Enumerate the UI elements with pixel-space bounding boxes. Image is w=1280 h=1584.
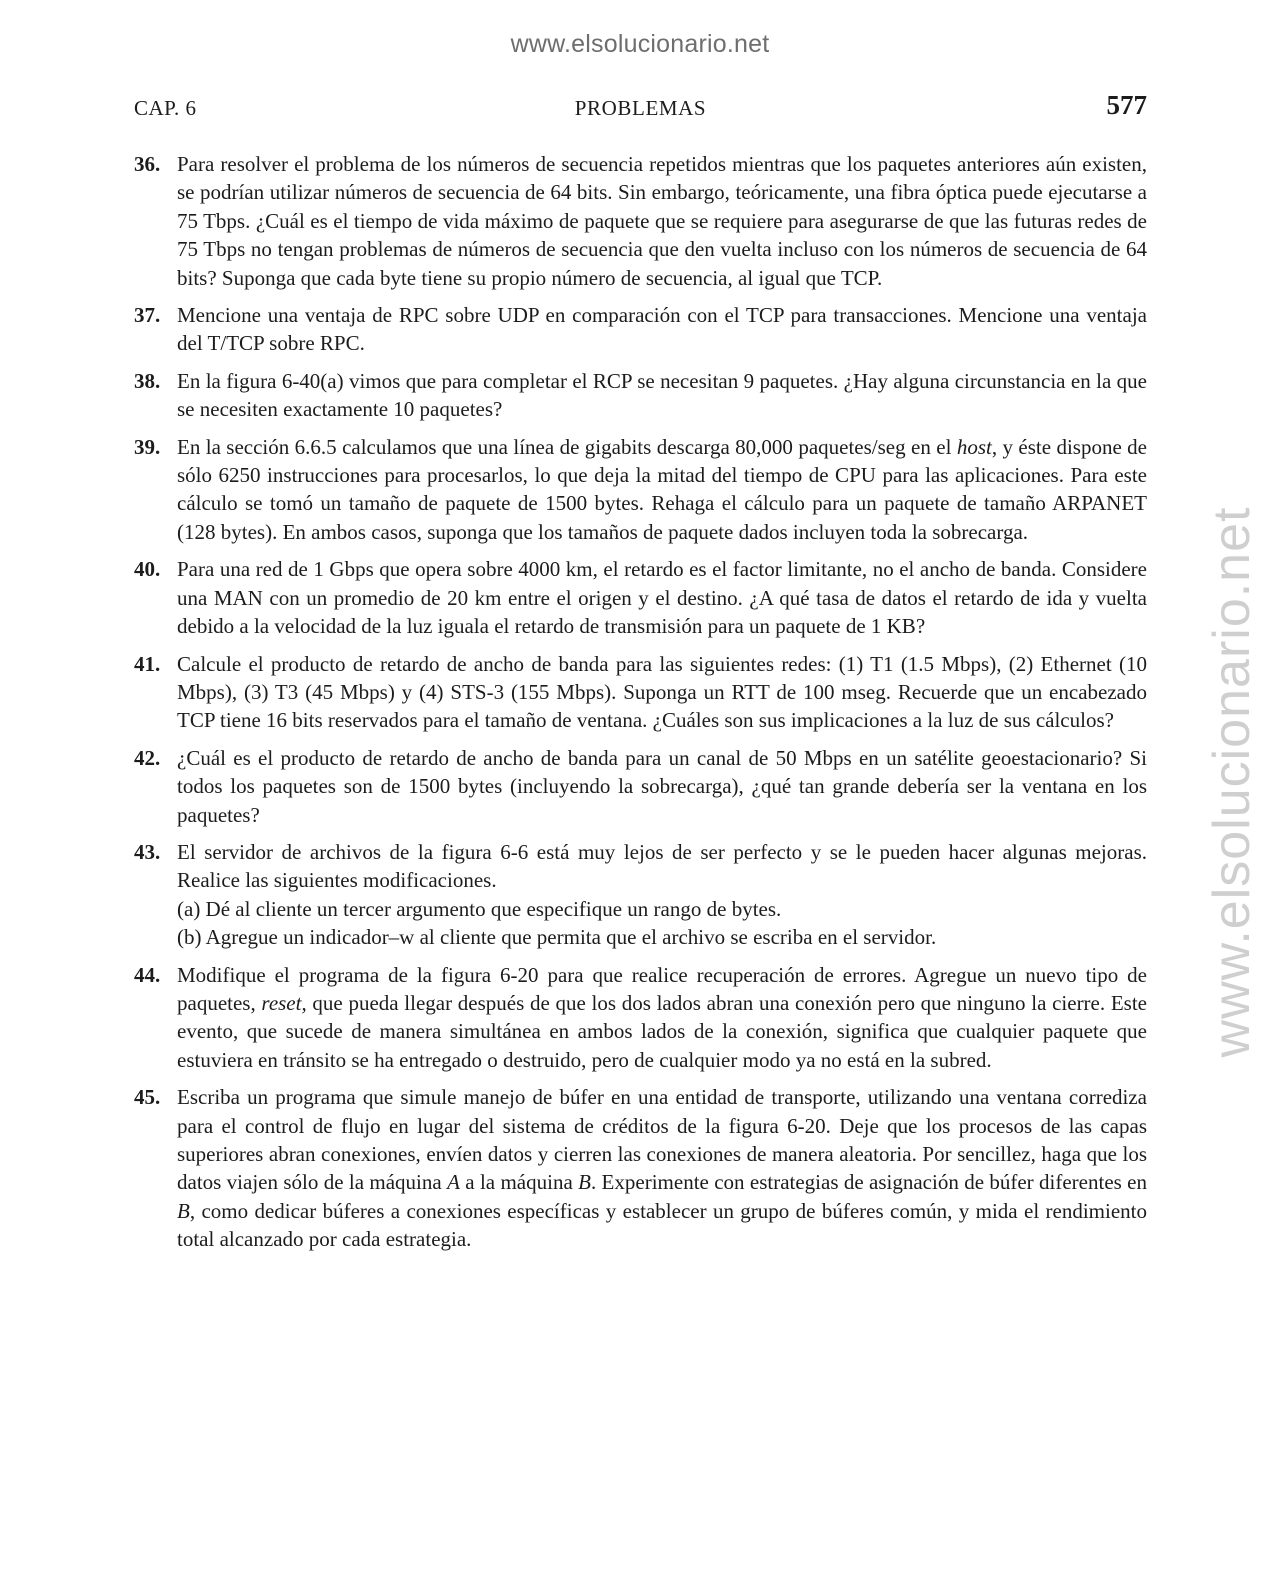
text-segment: En la sección 6.6.5 calculamos que una línea de gigabits descarga 80,000 paquetes/seg en el	[177, 434, 957, 459]
page-number: 577	[1106, 90, 1147, 120]
problem-text: Para una red de 1 Gbps que opera sobre 4000 km, el retardo es el factor limitante, no el ancho de banda. Considere una MAN con un promedio de 20 km entre el origen y el destino. ¿A qué tasa de datos el retardo de ida y vuelta debido a la velocidad de la luz iguala el retardo de transmisión para un paquete de 1 KB?	[177, 557, 1147, 639]
problem-text: ¿Cuál es el producto de retardo de ancho de banda para un canal de 50 Mbps en un satélite geoestacionario? Si todos los paquetes son de 1500 bytes (incluyendo la sobrecarga), ¿qué tan grande debería ser la ventana en los paquetes?	[177, 745, 1147, 827]
watermark-top: www.elsolucionario.net	[510, 30, 770, 58]
text-segment: , y éste dispone de sólo 6250 instrucciones para procesarlos, lo que deja la mitad del tiempo de CPU para las aplicaciones. Para este cálculo se tomó un tamaño de paquete de 1500 bytes. Rehaga el cálculo para un paquete de tamaño ARPANET (128 bytes). En ambos casos, suponga que los tamaños de paquete dados incluyen toda la sobrecarga.	[177, 434, 1148, 544]
italic-term: B	[177, 1198, 190, 1223]
problem-36	[134, 150, 1147, 292]
text-segment: Modifique el programa de la figura 6-20 para que realice recuperación de errores. Agregue un nuevo tipo de paquetes,	[177, 962, 1147, 1015]
text-segment: , que pueda llegar después de que los dos lados abran una conexión pero que ninguno la cierre. Este evento, que sucede de manera simultánea en ambos lados de la conexión, significa que cualquier paquete que estuviera en tránsito se ha entregado o destruido, pero de cualquier modo ya no está en la subred.	[177, 990, 1147, 1072]
chapter-label: CAP. 6	[134, 96, 197, 120]
italic-term: reset	[261, 990, 302, 1015]
problem-39	[134, 433, 1147, 547]
text-segment: . Experimente con estrategias de asignación de búfer diferentes en	[590, 1170, 1147, 1195]
problem-40	[134, 555, 1147, 640]
problem-number: 45.	[134, 1085, 161, 1110]
page-header	[134, 90, 1147, 124]
watermark-side: www.elsolucionario.net	[1203, 506, 1261, 1058]
problem-list	[134, 150, 1147, 1263]
problem-number: 41.	[134, 651, 161, 676]
problem-37	[134, 301, 1147, 358]
problem-38	[134, 367, 1147, 424]
italic-term: A	[447, 1170, 460, 1195]
problem-number: 40.	[134, 557, 161, 582]
problem-text: Mencione una ventaja de RPC sobre UDP en comparación con el TCP para transacciones. Mencione una ventaja del T/TCP sobre RPC.	[177, 303, 1147, 356]
problem-text: Para resolver el problema de los números de secuencia repetidos mientras que los paquetes anteriores aún existen, se podrían utilizar números de secuencia de 64 bits. Sin embargo, teóricamente, una fibra óptica puede ejecutarse a 75 Tbps. ¿Cuál es el tiempo de vida máximo de paquete que se requiere para asegurarse de que las futuras redes de 75 Tbps no tengan problemas de números de secuencia que den vuelta incluso con los números de secuencia de 64 bits? Suponga que cada byte tiene su propio número de secuencia, al igual que TCP.	[177, 152, 1147, 290]
problem-44	[134, 961, 1147, 1075]
problem-number: 36.	[134, 152, 161, 176]
problem-text: En la figura 6-40(a) vimos que para completar el RCP se necesitan 9 paquetes. ¿Hay alguna circunstancia en la que se necesiten exactamente 10 paquetes?	[177, 368, 1147, 422]
italic-term: host	[956, 434, 992, 459]
problem-text	[177, 1083, 1147, 1253]
problem-number: 39.	[134, 434, 161, 459]
sub-item-a: (a) Dé al cliente un tercer argumento que especifique un rango de bytes.	[177, 896, 782, 921]
problem-number: 44.	[134, 962, 161, 987]
text-segment: El servidor de archivos de la figura 6-6 está muy lejos de ser perfecto y se le pueden hacer algunas mejoras. Realice las siguientes modificaciones.	[177, 839, 1147, 893]
problem-number: 38.	[134, 368, 161, 393]
problem-43	[134, 838, 1147, 952]
problem-41	[134, 650, 1147, 735]
problem-number: 42.	[134, 745, 161, 770]
italic-term: B	[578, 1170, 591, 1195]
section-title: PROBLEMAS	[574, 96, 707, 120]
sub-item-b: (b) Agregue un indicador–w al cliente que permita que el archivo se escriba en el servidor.	[177, 925, 937, 950]
problem-45	[134, 1083, 1147, 1253]
text-segment: Escriba un programa que simule manejo de búfer en una entidad de transporte, utilizando una ventana corrediza para el control de flujo en lugar del sistema de créditos de la figura 6-20. Deje que los procesos de las capas superiores abran conexiones, envíen datos y cierren las conexiones de manera aleatoria. Por sencillez, haga que los datos viajen sólo de la máquina	[177, 1085, 1147, 1195]
text-segment: , como dedicar búferes a conexiones específicas y establecer un grupo de búferes común, y mida el rendimiento total alcanzado por cada estrategia.	[177, 1198, 1147, 1252]
text-segment: a la máquina	[459, 1170, 579, 1195]
problem-text	[177, 433, 1147, 547]
problem-number: 43.	[134, 839, 161, 864]
problem-text	[177, 961, 1147, 1075]
problem-42	[134, 744, 1147, 829]
problem-number: 37.	[134, 303, 161, 328]
problem-text: Calcule el producto de retardo de ancho de banda para las siguientes redes: (1) T1 (1.5 Mbps), (2) Ethernet (10 Mbps), (3) T3 (45 Mbps) y (4) STS-3 (155 Mbps). Suponga un RTT de 100 mseg. Recuerde que un encabezado TCP tiene 16 bits reservados para el tamaño de ventana. ¿Cuáles son sus implicaciones a la luz de sus cálculos?	[177, 651, 1147, 733]
problem-text	[177, 838, 1147, 952]
